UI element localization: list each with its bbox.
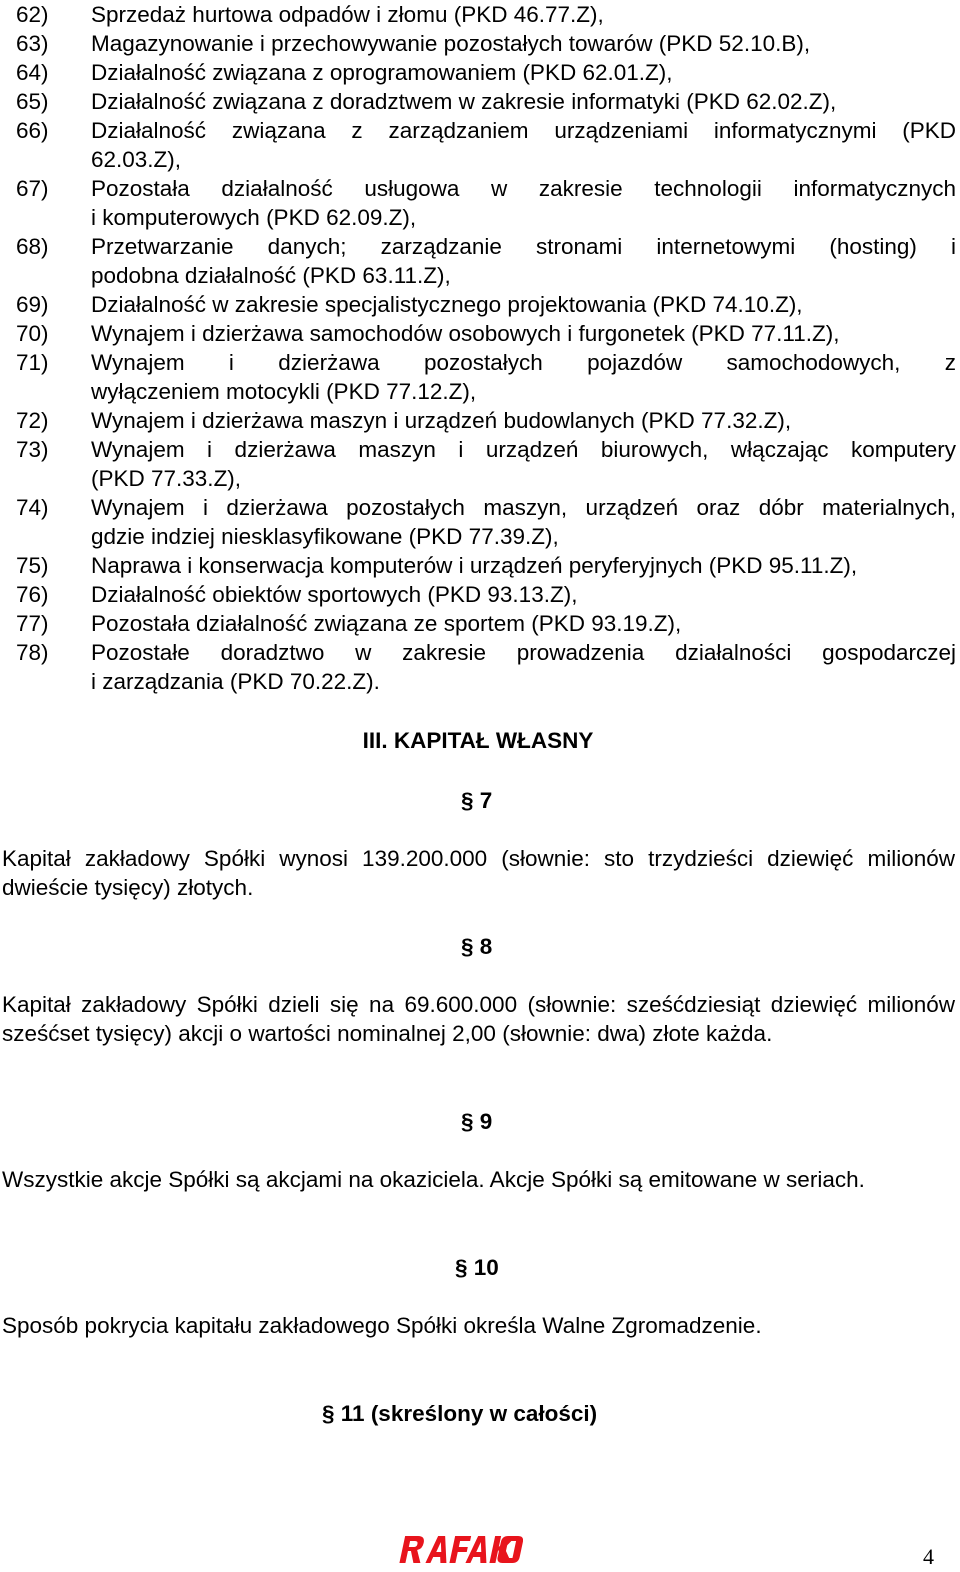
section-paragraph: Wszystkie akcje Spółki są akcjami na okaziciela. Akcje Spółki są emitowane w seriach. [2,1167,865,1192]
list-item-number: 72) [16,408,49,433]
list-item-text: Wynajem i dzierżawa samochodów osobowych i furgonetek (PKD 77.11.Z), [91,321,840,346]
list-item [16,348,956,406]
list-item-text: Sprzedaż hurtowa odpadów i złomu (PKD 46.77.Z), [91,2,604,27]
list-item-text: Pozostałe doradztwo w zakresie prowadzenia działalności gospodarczej [91,640,956,665]
rafako-logo-graphic [398,1532,523,1566]
list-item [16,29,956,58]
list-item-text: Pozostała działalność usługowa w zakresie technologii informatycznych [91,176,956,201]
list-item-number: 77) [16,611,49,636]
section-number: 10 [473,1255,499,1280]
section-heading [461,1107,492,1136]
page-number: 4 [923,1544,934,1569]
list-item [16,87,956,116]
list-item-text-continued: i zarządzania (PKD 70.22.Z). [91,669,380,694]
list-item-text: Wynajem i dzierżawa pozostałych pojazdów samochodowych, z [91,350,956,375]
section-number: 11 (skreślony w całości) [340,1401,598,1426]
section-number: 7 [479,788,493,813]
section-heading [461,786,492,815]
list-item-text-continued: 62.03.Z), [91,147,182,172]
chapter-title: III. KAPITAŁ WŁASNY [362,728,594,753]
list-item [16,116,956,174]
list-item [16,232,956,290]
list-item [16,290,956,319]
list-item-number: 71) [16,350,49,375]
section-heading [461,932,492,961]
list-item-text: Wynajem i dzierżawa maszyn i urządzeń budowlanych (PKD 77.32.Z), [91,408,792,433]
section-symbol: § [461,1109,474,1134]
list-item [16,406,956,435]
list-item-number: 65) [16,89,49,114]
section-number: 8 [479,934,493,959]
list-item [16,580,956,609]
list-item-text: Działalność obiektów sportowych (PKD 93.13.Z), [91,582,578,607]
list-item [16,609,956,638]
section-symbol: § [322,1401,335,1426]
list-item-text: Działalność w zakresie specjalistycznego projektowania (PKD 74.10.Z), [91,292,803,317]
section-symbol: § [461,788,474,813]
section-paragraph: Kapitał zakładowy Spółki wynosi 139.200.000 (słownie: sto trzydzieści dziewięć milionów dwieście tysięcy) złotych. [2,846,955,900]
list-item-text: Naprawa i konserwacja komputerów i urządzeń peryferyjnych (PKD 95.11.Z), [91,553,858,578]
list-item-number: 76) [16,582,49,607]
list-item [16,174,956,232]
list-item-number: 69) [16,292,49,317]
list-item [16,319,956,348]
list-item [16,58,956,87]
list-item-text-continued: i komputerowych (PKD 62.09.Z), [91,205,417,230]
section-paragraph: Sposób pokrycia kapitału zakładowego Spółki określa Walne Zgromadzenie. [2,1313,762,1338]
section-heading [455,1253,499,1282]
section-heading [322,1399,597,1428]
list-item-text: Wynajem i dzierżawa pozostałych maszyn, urządzeń oraz dóbr materialnych, [91,495,956,520]
list-item-number: 70) [16,321,49,346]
rafako-logo [398,1532,523,1566]
list-item-text-continued: podobna działalność (PKD 63.11.Z), [91,263,451,288]
list-item-text-continued: (PKD 77.33.Z), [91,466,242,491]
list-item [16,638,956,696]
section-symbol: § [455,1255,468,1280]
section-paragraph: Kapitał zakładowy Spółki dzieli się na 69.600.000 (słownie: sześćdziesiąt dziewięć milionów sześćset tysięcy) akcji o wartości nominalnej 2,00 (słownie: dwa) złote każda. [2,992,955,1046]
list-item-text: Wynajem i dzierżawa maszyn i urządzeń biurowych, włączając komputery [91,437,956,462]
list-item-number: 67) [16,176,49,201]
section-number: 9 [479,1109,493,1134]
list-item-number: 64) [16,60,49,85]
list-item-number: 73) [16,437,49,462]
list-item [16,493,956,551]
section-symbol: § [461,934,474,959]
list-item-text: Działalność związana z oprogramowaniem (PKD 62.01.Z), [91,60,673,85]
list-item-text: Magazynowanie i przechowywanie pozostałych towarów (PKD 52.10.B), [91,31,811,56]
list-item-number: 75) [16,553,49,578]
list-item-text-continued: wyłączeniem motocykli (PKD 77.12.Z), [91,379,477,404]
list-item-text: Działalność związana z doradztwem w zakresie informatyki (PKD 62.02.Z), [91,89,837,114]
list-item [16,551,956,580]
list-item-number: 62) [16,2,49,27]
list-item-text: Działalność związana z zarządzaniem urządzeniami informatycznymi (PKD [91,118,956,143]
list-item-number: 66) [16,118,49,143]
list-item-number: 74) [16,495,49,520]
list-item-text-continued: gdzie indziej niesklasyfikowane (PKD 77.39.Z), [91,524,559,549]
list-item-number: 63) [16,31,49,56]
list-item-number: 68) [16,234,49,259]
list-item-number: 78) [16,640,49,665]
list-item [16,0,956,29]
list-item [16,435,956,493]
list-item-text: Pozostała działalność związana ze sportem (PKD 93.19.Z), [91,611,682,636]
list-item-text: Przetwarzanie danych; zarządzanie stronami internetowymi (hosting) i [91,234,956,259]
